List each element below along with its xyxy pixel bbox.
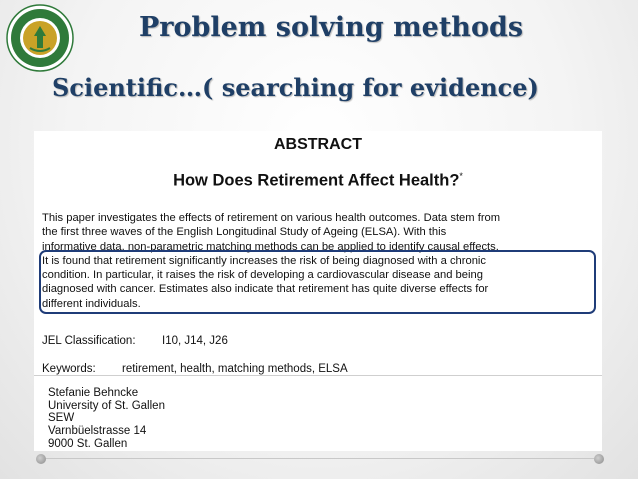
keywords: [42, 363, 348, 375]
jel-value: I10, J14, J26: [162, 335, 228, 347]
author-line: Varnbüelstrasse 14: [48, 425, 147, 438]
highlight-box: [39, 250, 596, 314]
divider: [34, 375, 602, 376]
paper-title-text: How Does Retirement Affect Health?: [173, 171, 460, 190]
abstract-line: different individuals.: [42, 297, 141, 310]
jel-label: JEL Classification:: [42, 335, 136, 347]
abstract-line: the first three waves of the English Longitudinal Study of Ageing (ELSA). With this: [42, 226, 447, 239]
abstract-heading: ABSTRACT: [274, 136, 362, 153]
bottom-rule: [44, 458, 594, 459]
slide-title: Problem solving methods: [138, 12, 524, 43]
bullet-dot-icon: [36, 454, 46, 464]
author-block: [48, 387, 165, 451]
slide-subtitle: Scientific…( searching for evidence): [52, 73, 539, 102]
keywords-value: retirement, health, matching methods, ELSA: [122, 363, 348, 375]
abstract-line: diagnosed with cancer. Estimates also indicate that retirement has quite diverse effects for: [42, 283, 489, 296]
abstract-line: condition. In particular, it raises the risk of developing a cardiovascular disease and being: [42, 269, 483, 282]
abstract-line: informative data, non-parametric matching methods can be applied to identify causal effects.: [42, 240, 499, 253]
abstract-line: This paper investigates the effects of retirement on various health outcomes. Data stem from: [42, 212, 501, 224]
author-line: 9000 St. Gallen: [48, 437, 128, 450]
bullet-dot-icon: [594, 454, 604, 464]
abstract-document: [34, 131, 602, 451]
footnote-marker: *: [459, 171, 463, 181]
jel-classification: [42, 335, 228, 347]
author-line: SEW: [48, 412, 75, 425]
abstract-line: It is found that retirement significantly increases the risk of being diagnosed with a chronic: [42, 254, 487, 267]
paper-title: [34, 171, 602, 191]
author-line: Stefanie Behncke: [48, 387, 139, 399]
keywords-label: Keywords:: [42, 363, 96, 375]
author-line: University of St. Gallen: [48, 399, 165, 412]
